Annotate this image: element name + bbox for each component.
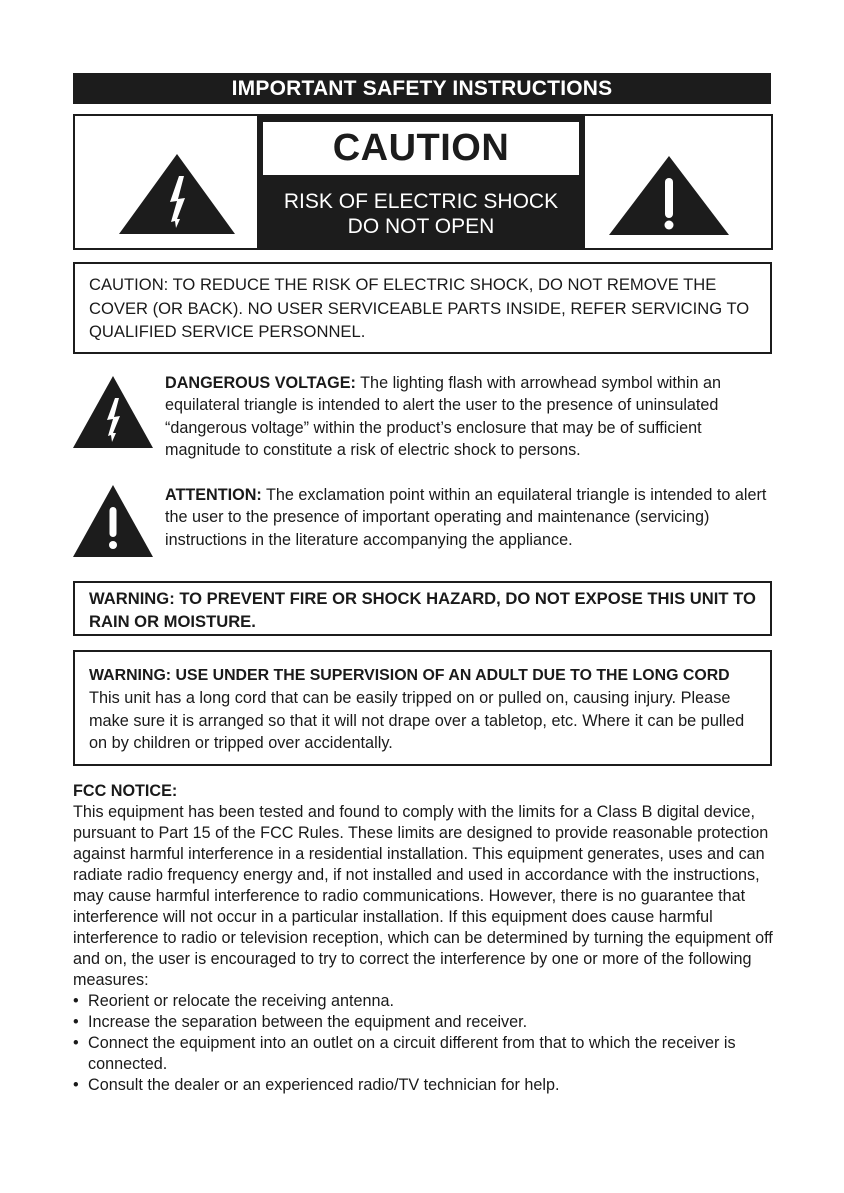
risk-line-2: DO NOT OPEN — [347, 215, 495, 238]
caution-label-block — [257, 116, 585, 248]
attention-label: ATTENTION: — [165, 486, 262, 504]
caution-word: CAUTION — [263, 122, 579, 175]
lightning-triangle-icon — [119, 154, 235, 239]
lightning-triangle-icon — [73, 376, 153, 453]
attention-description — [165, 484, 773, 551]
page-title: IMPORTANT SAFETY INSTRUCTIONS — [231, 76, 613, 100]
caution-panel — [73, 114, 773, 250]
list-item: • Consult the dealer or an experienced radio/TV technician for help. — [73, 1075, 773, 1096]
attention-text: The exclamation point within an equilateral triangle is intended to alert the user to the presence of important operating and maintenance (servicing) instructions in the literature accompanying the appliance. — [165, 486, 767, 549]
dangerous-voltage-section — [73, 372, 773, 462]
long-cord-warning-box — [73, 650, 772, 766]
list-item: • Increase the separation between the equipment and receiver. — [73, 1012, 773, 1033]
dangerous-voltage-label: DANGEROUS VOLTAGE: — [165, 374, 356, 392]
risk-line-1: RISK OF ELECTRIC SHOCK — [283, 190, 559, 213]
list-item: • Reorient or relocate the receiving antenna. — [73, 991, 773, 1012]
fcc-notice-title: FCC NOTICE: — [73, 782, 178, 800]
exclamation-triangle-icon — [73, 485, 153, 562]
fcc-notice-body: This equipment has been tested and found to comply with the limits for a Class B digital device, pursuant to Part 15 of the FCC Rules. These limits are designed to provide reasonable protection against harmful interference in a residential installation. This equipment generates, uses and can radiate radio frequency energy and, if not installed and used in accordance with the instructions, may cause harmful interference to radio communications. However, there is no guarantee that interference will not occur in a particular installation. If this equipment does cause harmful interference to radio or television reception, which can be determined by turning the equipment off and on, the user is encouraged to try to correct the interference by one or more of the following measures: — [73, 803, 773, 989]
list-item: • Connect the equipment into an outlet on a circuit different from that to which the receiver is connected. — [73, 1033, 773, 1075]
caution-notice-box — [73, 262, 772, 354]
exclamation-triangle-icon — [609, 156, 729, 240]
attention-section — [73, 484, 773, 564]
fcc-notice-section — [73, 781, 773, 1096]
long-cord-warning-heading: WARNING: USE UNDER THE SUPERVISION OF AN ADULT DUE TO THE LONG CORD — [89, 667, 730, 684]
caution-notice-text: CAUTION: TO REDUCE THE RISK OF ELECTRIC SHOCK, DO NOT REMOVE THE COVER (OR BACK). NO USER SERVICEABLE PARTS INSIDE, REFER SERVICING TO QUALIFIED SERVICE PERSONNEL. — [89, 275, 750, 341]
fcc-measures-list — [73, 991, 773, 1096]
fire-shock-warning-box — [73, 581, 772, 636]
safety-title-bar — [73, 73, 771, 104]
fire-shock-warning-text: WARNING: TO PREVENT FIRE OR SHOCK HAZARD, DO NOT EXPOSE THIS UNIT TO RAIN OR MOISTURE. — [89, 589, 756, 631]
dangerous-voltage-text: The lighting flash with arrowhead symbol within an equilateral triangle is intended to alert the user to the presence of uninsulated “dangerous voltage” within the product’s enclosure that may be of sufficient magnitude to constitute a risk of electric shock to persons. — [165, 374, 721, 460]
dangerous-voltage-description — [165, 372, 773, 462]
long-cord-warning-text: This unit has a long cord that can be easily tripped on or pulled on, causing injury. Please make sure it is arranged so that it will not drape over a tabletop, etc. Where it can be pulled on by children or tripped over accidentally. — [89, 689, 745, 752]
